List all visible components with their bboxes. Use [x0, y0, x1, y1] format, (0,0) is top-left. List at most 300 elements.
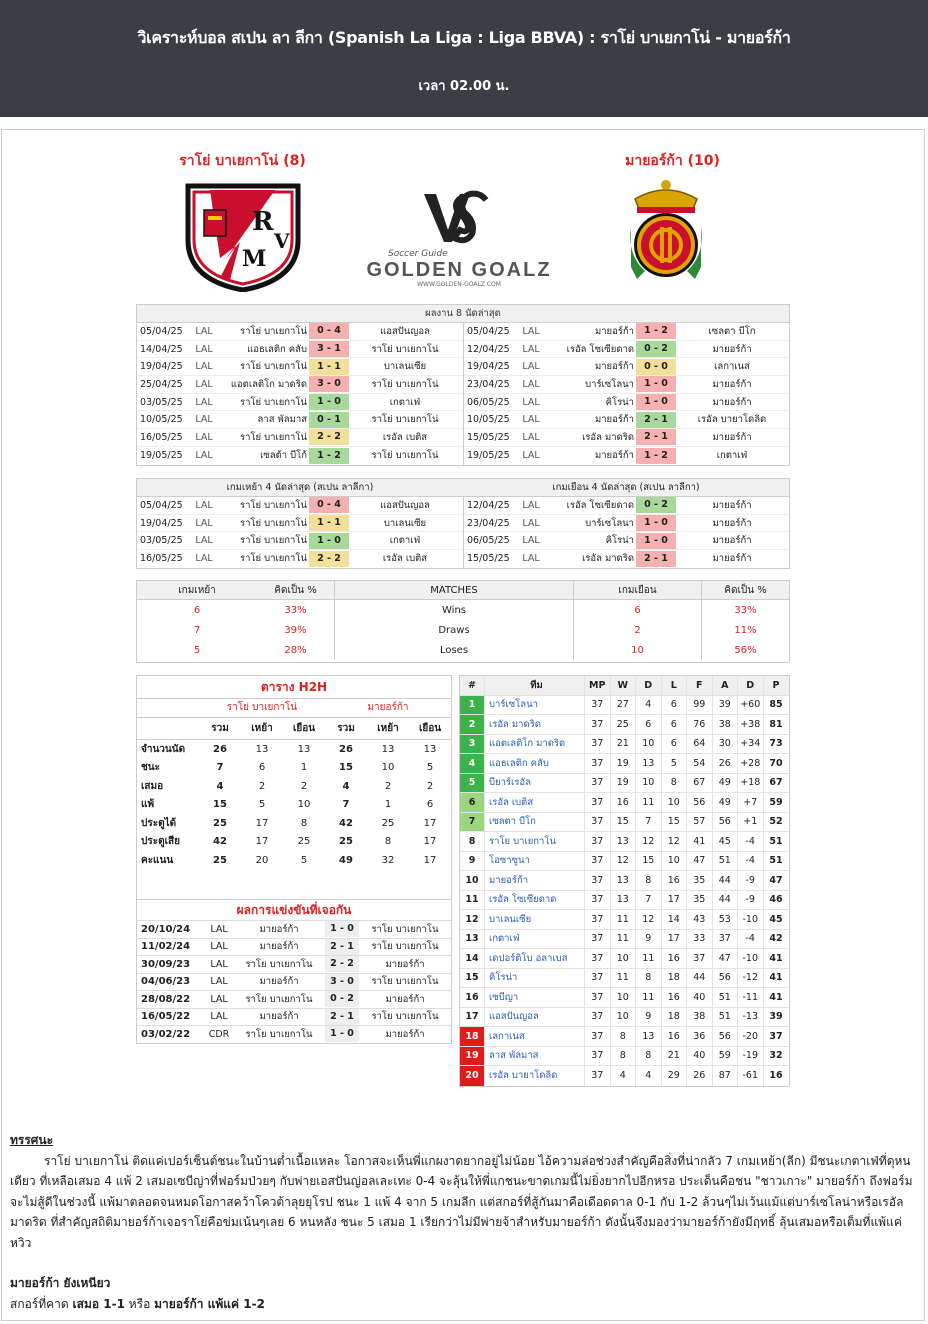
- table-row[interactable]: [460, 1066, 789, 1086]
- past-away-team[interactable]: ราโย บาเยกาโน: [371, 923, 439, 935]
- past-league: LAL: [210, 941, 228, 953]
- result-row[interactable]: [137, 429, 463, 447]
- result-home-team[interactable]: ราโย่ บาเยกาโน่: [240, 535, 307, 547]
- past-home-team[interactable]: มายอร์ก้า: [259, 923, 299, 935]
- result-home-team[interactable]: เซลต้า บีโก้: [260, 450, 307, 462]
- table-team-name[interactable]: เรอัล บายาโดลิด: [484, 1066, 584, 1086]
- table-stat: 37: [584, 774, 610, 793]
- table-stat: 8: [635, 871, 661, 890]
- result-away-team[interactable]: มายอร์ก้า: [712, 553, 752, 565]
- table-stat: 21: [661, 1047, 687, 1066]
- table-stat: 54: [686, 754, 712, 773]
- past-home-team[interactable]: ราโย บาเยกาโน: [245, 993, 313, 1005]
- result-score: 3 - 1: [309, 341, 349, 357]
- result-row[interactable]: [137, 447, 463, 465]
- table-stat: 7: [635, 891, 661, 910]
- last-4-home-title: เกมเหย้า 4 นัดล่าสุด (สเปน ลาลีกา): [226, 482, 374, 493]
- table-position: 11: [465, 894, 479, 906]
- table-stat: 19: [610, 754, 636, 773]
- result-home-team[interactable]: คิโรน่า: [605, 535, 634, 547]
- table-stat: 37: [584, 1008, 610, 1027]
- result-league: LAL: [195, 396, 213, 408]
- result-away-team[interactable]: แอสปันญอล: [380, 499, 430, 511]
- predicted-score: [10, 1294, 920, 1315]
- result-league: LAL: [195, 535, 213, 547]
- result-league: LAL: [195, 343, 213, 355]
- result-date: 19/04/25: [140, 517, 183, 529]
- result-away-team[interactable]: มายอร์ก้า: [712, 378, 752, 390]
- table-stat: 6: [661, 715, 687, 734]
- table-stat: 10: [610, 988, 636, 1007]
- result-row[interactable]: [137, 323, 463, 341]
- result-away-team[interactable]: มายอร์ก้า: [712, 396, 752, 408]
- past-league: LAL: [210, 1011, 228, 1023]
- table-stat: 16: [661, 988, 687, 1007]
- table-row[interactable]: [460, 832, 789, 852]
- result-row[interactable]: [464, 497, 789, 515]
- table-header-cell: #: [468, 679, 476, 691]
- result-home-team[interactable]: ราโย่ บาเยกาโน่: [240, 517, 307, 529]
- table-stat: 17: [661, 930, 687, 949]
- table-stat: 11: [635, 793, 661, 812]
- result-league: LAL: [195, 517, 213, 529]
- table-position: 19: [460, 1047, 484, 1066]
- h2h-row: [137, 814, 451, 833]
- result-league: LAL: [522, 414, 540, 426]
- brand-tagline: Soccer Guide: [388, 249, 448, 259]
- h2h-row: [137, 759, 451, 778]
- table-team-name[interactable]: เรอัล มาดริด: [484, 715, 584, 734]
- table-stat: 26: [712, 754, 738, 773]
- table-stat: 29: [661, 1066, 687, 1086]
- result-league: LAL: [522, 553, 540, 565]
- table-stat: 35: [686, 891, 712, 910]
- result-away-team[interactable]: เรอัล บายาโดลิด: [697, 414, 767, 426]
- table-stat: 8: [661, 774, 687, 793]
- table-stat: 43: [686, 910, 712, 929]
- table-header-cell: P: [763, 676, 789, 695]
- table-stat: 37: [584, 891, 610, 910]
- past-home-team[interactable]: ราโย บาเยกาโน: [245, 1028, 313, 1040]
- table-stat: 56: [686, 793, 712, 812]
- past-date: 03/02/22: [141, 1028, 191, 1040]
- result-home-team[interactable]: มายอร์ก้า: [594, 361, 634, 373]
- table-row[interactable]: [460, 696, 789, 716]
- table-stat: 37: [584, 852, 610, 871]
- result-score: 2 - 1: [636, 429, 676, 445]
- table-stat: 40: [686, 1047, 712, 1066]
- table-stat: 39: [763, 1008, 789, 1027]
- result-row[interactable]: [464, 323, 789, 341]
- table-stat: -12: [737, 969, 763, 988]
- past-meetings: [136, 899, 452, 1044]
- table-header-cell: MP: [584, 676, 610, 695]
- result-away-team[interactable]: ราโย่ บาเยกาโน่: [371, 378, 439, 390]
- table-row[interactable]: [460, 910, 789, 930]
- table-team-name[interactable]: บาร์เซโลนา: [484, 696, 584, 715]
- result-away-team[interactable]: ราโย่ บาเยกาโน่: [371, 343, 439, 355]
- table-team-name[interactable]: ราโย บาเยกาโน: [484, 832, 584, 851]
- table-stat: 37: [584, 949, 610, 968]
- past-home-team[interactable]: มายอร์ก้า: [259, 976, 299, 988]
- result-home-team[interactable]: เรอัล โซเซียดาด: [566, 343, 634, 355]
- h2h-row: [137, 740, 451, 759]
- result-away-team[interactable]: มายอร์ก้า: [712, 343, 752, 355]
- table-row[interactable]: [460, 852, 789, 872]
- result-score: 0 - 1: [309, 412, 349, 428]
- result-away-team[interactable]: เกตาเฟ่: [389, 396, 421, 408]
- table-team-name[interactable]: แอธเลติก คลับ: [484, 754, 584, 773]
- table-row[interactable]: [460, 969, 789, 989]
- table-team-name[interactable]: คิโรน่า: [484, 969, 584, 988]
- table-position: 17: [465, 1011, 479, 1023]
- past-league: LAL: [210, 976, 228, 988]
- result-home-team[interactable]: ราโย่ บาเยกาโน่: [240, 431, 307, 443]
- table-stat: 70: [763, 754, 789, 773]
- table-position: 16: [465, 991, 479, 1003]
- h2h-cell: 8: [384, 836, 392, 848]
- table-row[interactable]: [460, 988, 789, 1008]
- result-row[interactable]: [137, 394, 463, 412]
- table-stat: 17: [661, 891, 687, 910]
- result-away-team[interactable]: มายอร์ก้า: [712, 517, 752, 529]
- table-team-name[interactable]: เซลตา บีโก: [484, 813, 584, 832]
- table-stat: 37: [584, 793, 610, 812]
- result-home-team[interactable]: ราโย่ บาเยกาโน่: [240, 553, 307, 565]
- result-row[interactable]: [464, 341, 789, 359]
- table-stat: 37: [584, 969, 610, 988]
- result-home-team[interactable]: เรอัล มาดริด: [582, 553, 634, 565]
- svg-text:R: R: [252, 207, 274, 237]
- h2h-cell: 13: [297, 743, 311, 755]
- table-team-name[interactable]: เรอัล เบติส: [484, 793, 584, 812]
- result-away-team[interactable]: บาเลนเซีย: [383, 517, 427, 529]
- h2h-cell: 25: [339, 836, 353, 848]
- h2h-cell: 17: [423, 836, 437, 848]
- result-score: 1 - 2: [636, 323, 676, 339]
- table-stat: 12: [610, 852, 636, 871]
- past-score: 3 - 0: [325, 974, 359, 990]
- result-row[interactable]: [464, 550, 789, 568]
- table-stat: 15: [635, 852, 661, 871]
- h2h-cell: 25: [213, 854, 227, 866]
- table-position: 5: [460, 774, 484, 793]
- table-team-name[interactable]: แอตเลติโก มาดริด: [484, 735, 584, 754]
- result-score: 3 - 0: [309, 376, 349, 392]
- h2h-row-label: เสมอ: [141, 780, 164, 792]
- table-stat: 36: [686, 1027, 712, 1046]
- table-stat: 37: [584, 715, 610, 734]
- table-row[interactable]: [460, 1027, 789, 1047]
- result-date: 19/04/25: [467, 361, 510, 373]
- result-home-team[interactable]: บาร์เซโลนา: [585, 517, 634, 529]
- table-stat: 25: [610, 715, 636, 734]
- table-stat: 39: [712, 696, 738, 715]
- table-team-name[interactable]: ลาส พัลมาส: [484, 1047, 584, 1066]
- table-stat: -19: [737, 1047, 763, 1066]
- table-team-name[interactable]: บียาร์เรอัล: [484, 774, 584, 793]
- brand-logo: [348, 243, 570, 293]
- result-away-team[interactable]: มายอร์ก้า: [712, 499, 752, 511]
- result-away-team[interactable]: บาเลนเซีย: [383, 361, 427, 373]
- stats-header-pct: คิดเป็น %: [274, 584, 317, 596]
- result-home-team[interactable]: เรอัล มาดริด: [582, 431, 634, 443]
- table-row[interactable]: [460, 949, 789, 969]
- table-stat: 45: [763, 910, 789, 929]
- result-row[interactable]: [464, 429, 789, 447]
- result-row[interactable]: [464, 411, 789, 429]
- past-meeting-row[interactable]: [137, 1025, 451, 1043]
- table-row[interactable]: [460, 774, 789, 794]
- table-header-cell: F: [686, 676, 712, 695]
- result-home-team[interactable]: เรอัล โซเซียดาด: [566, 499, 634, 511]
- table-stat: 16: [661, 949, 687, 968]
- table-row[interactable]: [460, 891, 789, 911]
- past-away-team[interactable]: มายอร์ก้า: [385, 958, 425, 970]
- away-team-name[interactable]: มายอร์ก้า (10): [625, 153, 720, 169]
- result-league: LAL: [195, 414, 213, 426]
- h2h-row: [137, 777, 451, 796]
- result-row[interactable]: [464, 515, 789, 533]
- result-away-team[interactable]: ราโย่ บาเยกาโน่: [371, 414, 439, 426]
- result-date: 16/05/25: [140, 553, 183, 565]
- table-row[interactable]: [460, 735, 789, 755]
- result-away-team[interactable]: มายอร์ก้า: [712, 535, 752, 547]
- past-score: 0 - 2: [325, 991, 359, 1007]
- past-away-team[interactable]: มายอร์ก้า: [385, 1028, 425, 1040]
- result-away-team[interactable]: เรอัล เบติส: [382, 553, 428, 565]
- stats-home-pct: 39%: [284, 624, 307, 636]
- result-row[interactable]: [137, 376, 463, 394]
- table-team-name[interactable]: เรอัล โซเซียดาด: [484, 891, 584, 910]
- past-away-team[interactable]: ราโย บาเยกาโน: [371, 1011, 439, 1023]
- page-title: วิเคราะห์บอล สเปน ลา ลีกา (Spanish La Liga : Liga BBVA) : ราโย่ บาเยกาโน่ - มายอร์ก้า: [137, 28, 791, 47]
- table-stat: 37: [712, 930, 738, 949]
- table-stat: 10: [610, 949, 636, 968]
- table-stat: 41: [763, 949, 789, 968]
- past-away-team[interactable]: มายอร์ก้า: [385, 993, 425, 1005]
- table-row[interactable]: [460, 1047, 789, 1067]
- h2h-cell: 25: [381, 817, 395, 829]
- table-team-name[interactable]: เซบีญา: [484, 988, 584, 1007]
- result-away-team[interactable]: เกตาเฟ่: [389, 535, 421, 547]
- table-team-name[interactable]: โอซาซูนา: [484, 852, 584, 871]
- table-stat: 41: [763, 988, 789, 1007]
- result-away-team[interactable]: เลกาเนส: [714, 361, 750, 373]
- table-row[interactable]: [460, 930, 789, 950]
- result-league: LAL: [522, 378, 540, 390]
- table-position: 14: [465, 952, 479, 964]
- table-stat: +18: [737, 774, 763, 793]
- result-league: LAL: [522, 535, 540, 547]
- h2h-cell: 2: [300, 780, 308, 792]
- result-away-team[interactable]: แอสปันญอล: [380, 325, 430, 337]
- result-date: 05/04/25: [467, 325, 510, 337]
- table-stat: 11: [635, 949, 661, 968]
- result-score: 0 - 4: [309, 323, 349, 339]
- past-date: 04/06/23: [141, 976, 191, 988]
- stats-home-count: 6: [193, 604, 201, 616]
- table-stat: 30: [712, 735, 738, 754]
- h2h-cell: 6: [426, 799, 434, 811]
- table-stat: -20: [737, 1027, 763, 1046]
- stats-label: Draws: [334, 620, 574, 640]
- h2h-cell: 42: [339, 817, 353, 829]
- table-stat: 10: [661, 793, 687, 812]
- stats-home-count: 5: [193, 644, 201, 656]
- stats-header-matches: MATCHES: [334, 581, 574, 599]
- home-team-name[interactable]: ราโย่ บาเยกาโน่ (8): [179, 153, 306, 169]
- result-date: 19/05/25: [140, 450, 183, 462]
- result-league: LAL: [195, 499, 213, 511]
- result-league: LAL: [522, 396, 540, 408]
- result-home-team[interactable]: มายอร์ก้า: [594, 450, 634, 462]
- table-row[interactable]: [460, 1008, 789, 1028]
- result-row[interactable]: [137, 411, 463, 429]
- past-meeting-row[interactable]: [137, 990, 451, 1008]
- h2h-cell: 42: [213, 836, 227, 848]
- result-row[interactable]: [464, 358, 789, 376]
- past-meeting-row[interactable]: [137, 1008, 451, 1026]
- table-stat: +38: [737, 715, 763, 734]
- table-stat: 47: [712, 949, 738, 968]
- table-row[interactable]: [460, 813, 789, 833]
- table-stat: 10: [661, 852, 687, 871]
- h2h-row-label: จำนวนนัด: [141, 743, 186, 755]
- table-stat: 51: [712, 1008, 738, 1027]
- h2h-cell: 2: [384, 780, 392, 792]
- result-row[interactable]: [464, 532, 789, 550]
- table-team-name[interactable]: แอสปันญอล: [484, 1008, 584, 1027]
- result-score: 0 - 4: [309, 497, 349, 513]
- h2h-row: [137, 833, 451, 852]
- table-stat: 67: [686, 774, 712, 793]
- table-team-name[interactable]: บาเลนเซีย: [484, 910, 584, 929]
- result-home-team[interactable]: ราโย่ บาเยกาโน่: [240, 396, 307, 408]
- h2h-cell: 6: [258, 762, 266, 774]
- past-away-team[interactable]: ราโย บาเยกาโน: [371, 976, 439, 988]
- result-home-team[interactable]: มายอร์ก้า: [594, 325, 634, 337]
- stats-away-pct: 56%: [701, 640, 789, 660]
- result-away-team[interactable]: เรอัล เบติส: [382, 431, 428, 443]
- result-home-team[interactable]: แอธเลติก คลับ: [247, 343, 307, 355]
- table-stat: 16: [610, 793, 636, 812]
- result-row[interactable]: [137, 515, 463, 533]
- result-away-team[interactable]: เซลตา บีโก: [708, 325, 756, 337]
- h2h-cell: 5: [426, 762, 434, 774]
- result-home-team[interactable]: บาร์เซโลนา: [585, 378, 634, 390]
- result-away-team[interactable]: ราโย่ บาเยกาโน่: [371, 450, 439, 462]
- table-stat: 52: [763, 813, 789, 832]
- result-home-team[interactable]: คิโรน่า: [605, 396, 634, 408]
- table-stat: 12: [635, 910, 661, 929]
- result-row[interactable]: [137, 497, 463, 515]
- result-away-team[interactable]: มายอร์ก้า: [712, 431, 752, 443]
- table-stat: 46: [763, 891, 789, 910]
- table-stat: 56: [712, 813, 738, 832]
- table-stat: 6: [661, 735, 687, 754]
- result-row[interactable]: [137, 550, 463, 568]
- form-stats-table: [136, 580, 790, 663]
- result-home-team[interactable]: มายอร์ก้า: [594, 414, 634, 426]
- result-row[interactable]: [464, 376, 789, 394]
- table-header-cell: D: [737, 676, 763, 695]
- past-meeting-row[interactable]: [137, 920, 451, 938]
- past-home-team[interactable]: มายอร์ก้า: [259, 1011, 299, 1023]
- table-stat: 11: [610, 930, 636, 949]
- result-date: 23/04/25: [467, 517, 510, 529]
- h2h-col-header: เหย้า: [251, 723, 273, 734]
- table-row[interactable]: [460, 871, 789, 891]
- past-away-team[interactable]: ราโย บาเยกาโน: [371, 941, 439, 953]
- past-meeting-row[interactable]: [137, 938, 451, 956]
- result-home-team[interactable]: ราโย่ บาเยกาโน่: [240, 499, 307, 511]
- table-stat: -11: [737, 988, 763, 1007]
- past-meeting-row[interactable]: [137, 955, 451, 973]
- result-home-team[interactable]: ราโย่ บาเยกาโน่: [240, 361, 307, 373]
- h2h-row-label: แพ้: [141, 799, 155, 811]
- past-score: 2 - 1: [325, 939, 359, 955]
- past-meeting-row[interactable]: [137, 973, 451, 991]
- result-date: 19/05/25: [467, 450, 510, 462]
- table-row[interactable]: [460, 754, 789, 774]
- table-stat: 37: [584, 910, 610, 929]
- result-score: 1 - 0: [309, 533, 349, 549]
- table-row[interactable]: [460, 715, 789, 735]
- table-stat: 45: [712, 832, 738, 851]
- result-home-team[interactable]: ลาส พัลมาส: [257, 414, 307, 426]
- table-stat: 49: [712, 793, 738, 812]
- result-date: 05/04/25: [140, 499, 183, 511]
- table-stat: +28: [737, 754, 763, 773]
- table-position: 6: [460, 793, 484, 812]
- table-row[interactable]: [460, 793, 789, 813]
- table-stat: -13: [737, 1008, 763, 1027]
- result-row[interactable]: [137, 532, 463, 550]
- table-stat: -4: [737, 930, 763, 949]
- past-home-team[interactable]: ราโย บาเยกาโน: [245, 958, 313, 970]
- h2h-cell: 7: [342, 799, 350, 811]
- table-team-name[interactable]: เกตาเฟ่: [484, 930, 584, 949]
- result-league: LAL: [195, 553, 213, 565]
- result-home-team[interactable]: ราโย่ บาเยกาโน่: [240, 325, 307, 337]
- result-row[interactable]: [464, 447, 789, 465]
- table-team-name[interactable]: เดปอร์ติโบ อลาเบส: [484, 949, 584, 968]
- table-stat: 59: [712, 1047, 738, 1066]
- table-team-name[interactable]: มายอร์ก้า: [484, 871, 584, 890]
- result-home-team[interactable]: แอตเลติโก มาดริด: [230, 378, 307, 390]
- result-date: 06/05/25: [467, 396, 510, 408]
- result-score: 2 - 1: [636, 551, 676, 567]
- result-row[interactable]: [137, 341, 463, 359]
- table-team-name[interactable]: เลกาเนส: [484, 1027, 584, 1046]
- result-date: 15/05/25: [467, 431, 510, 443]
- result-away-team[interactable]: เกตาเฟ่: [716, 450, 748, 462]
- result-row[interactable]: [137, 358, 463, 376]
- brand-url: WWW.GOLDEN-GOALZ.COM: [417, 281, 501, 288]
- stats-row: [137, 620, 789, 640]
- result-league: LAL: [522, 499, 540, 511]
- past-home-team[interactable]: มายอร์ก้า: [259, 941, 299, 953]
- table-stat: 37: [584, 871, 610, 890]
- page-header: [0, 0, 928, 117]
- table-header-cell: W: [610, 676, 636, 695]
- table-stat: 12: [661, 832, 687, 851]
- table-stat: 37: [584, 1027, 610, 1046]
- table-stat: 18: [661, 1008, 687, 1027]
- h2h-cell: 2: [258, 780, 266, 792]
- result-row[interactable]: [464, 394, 789, 412]
